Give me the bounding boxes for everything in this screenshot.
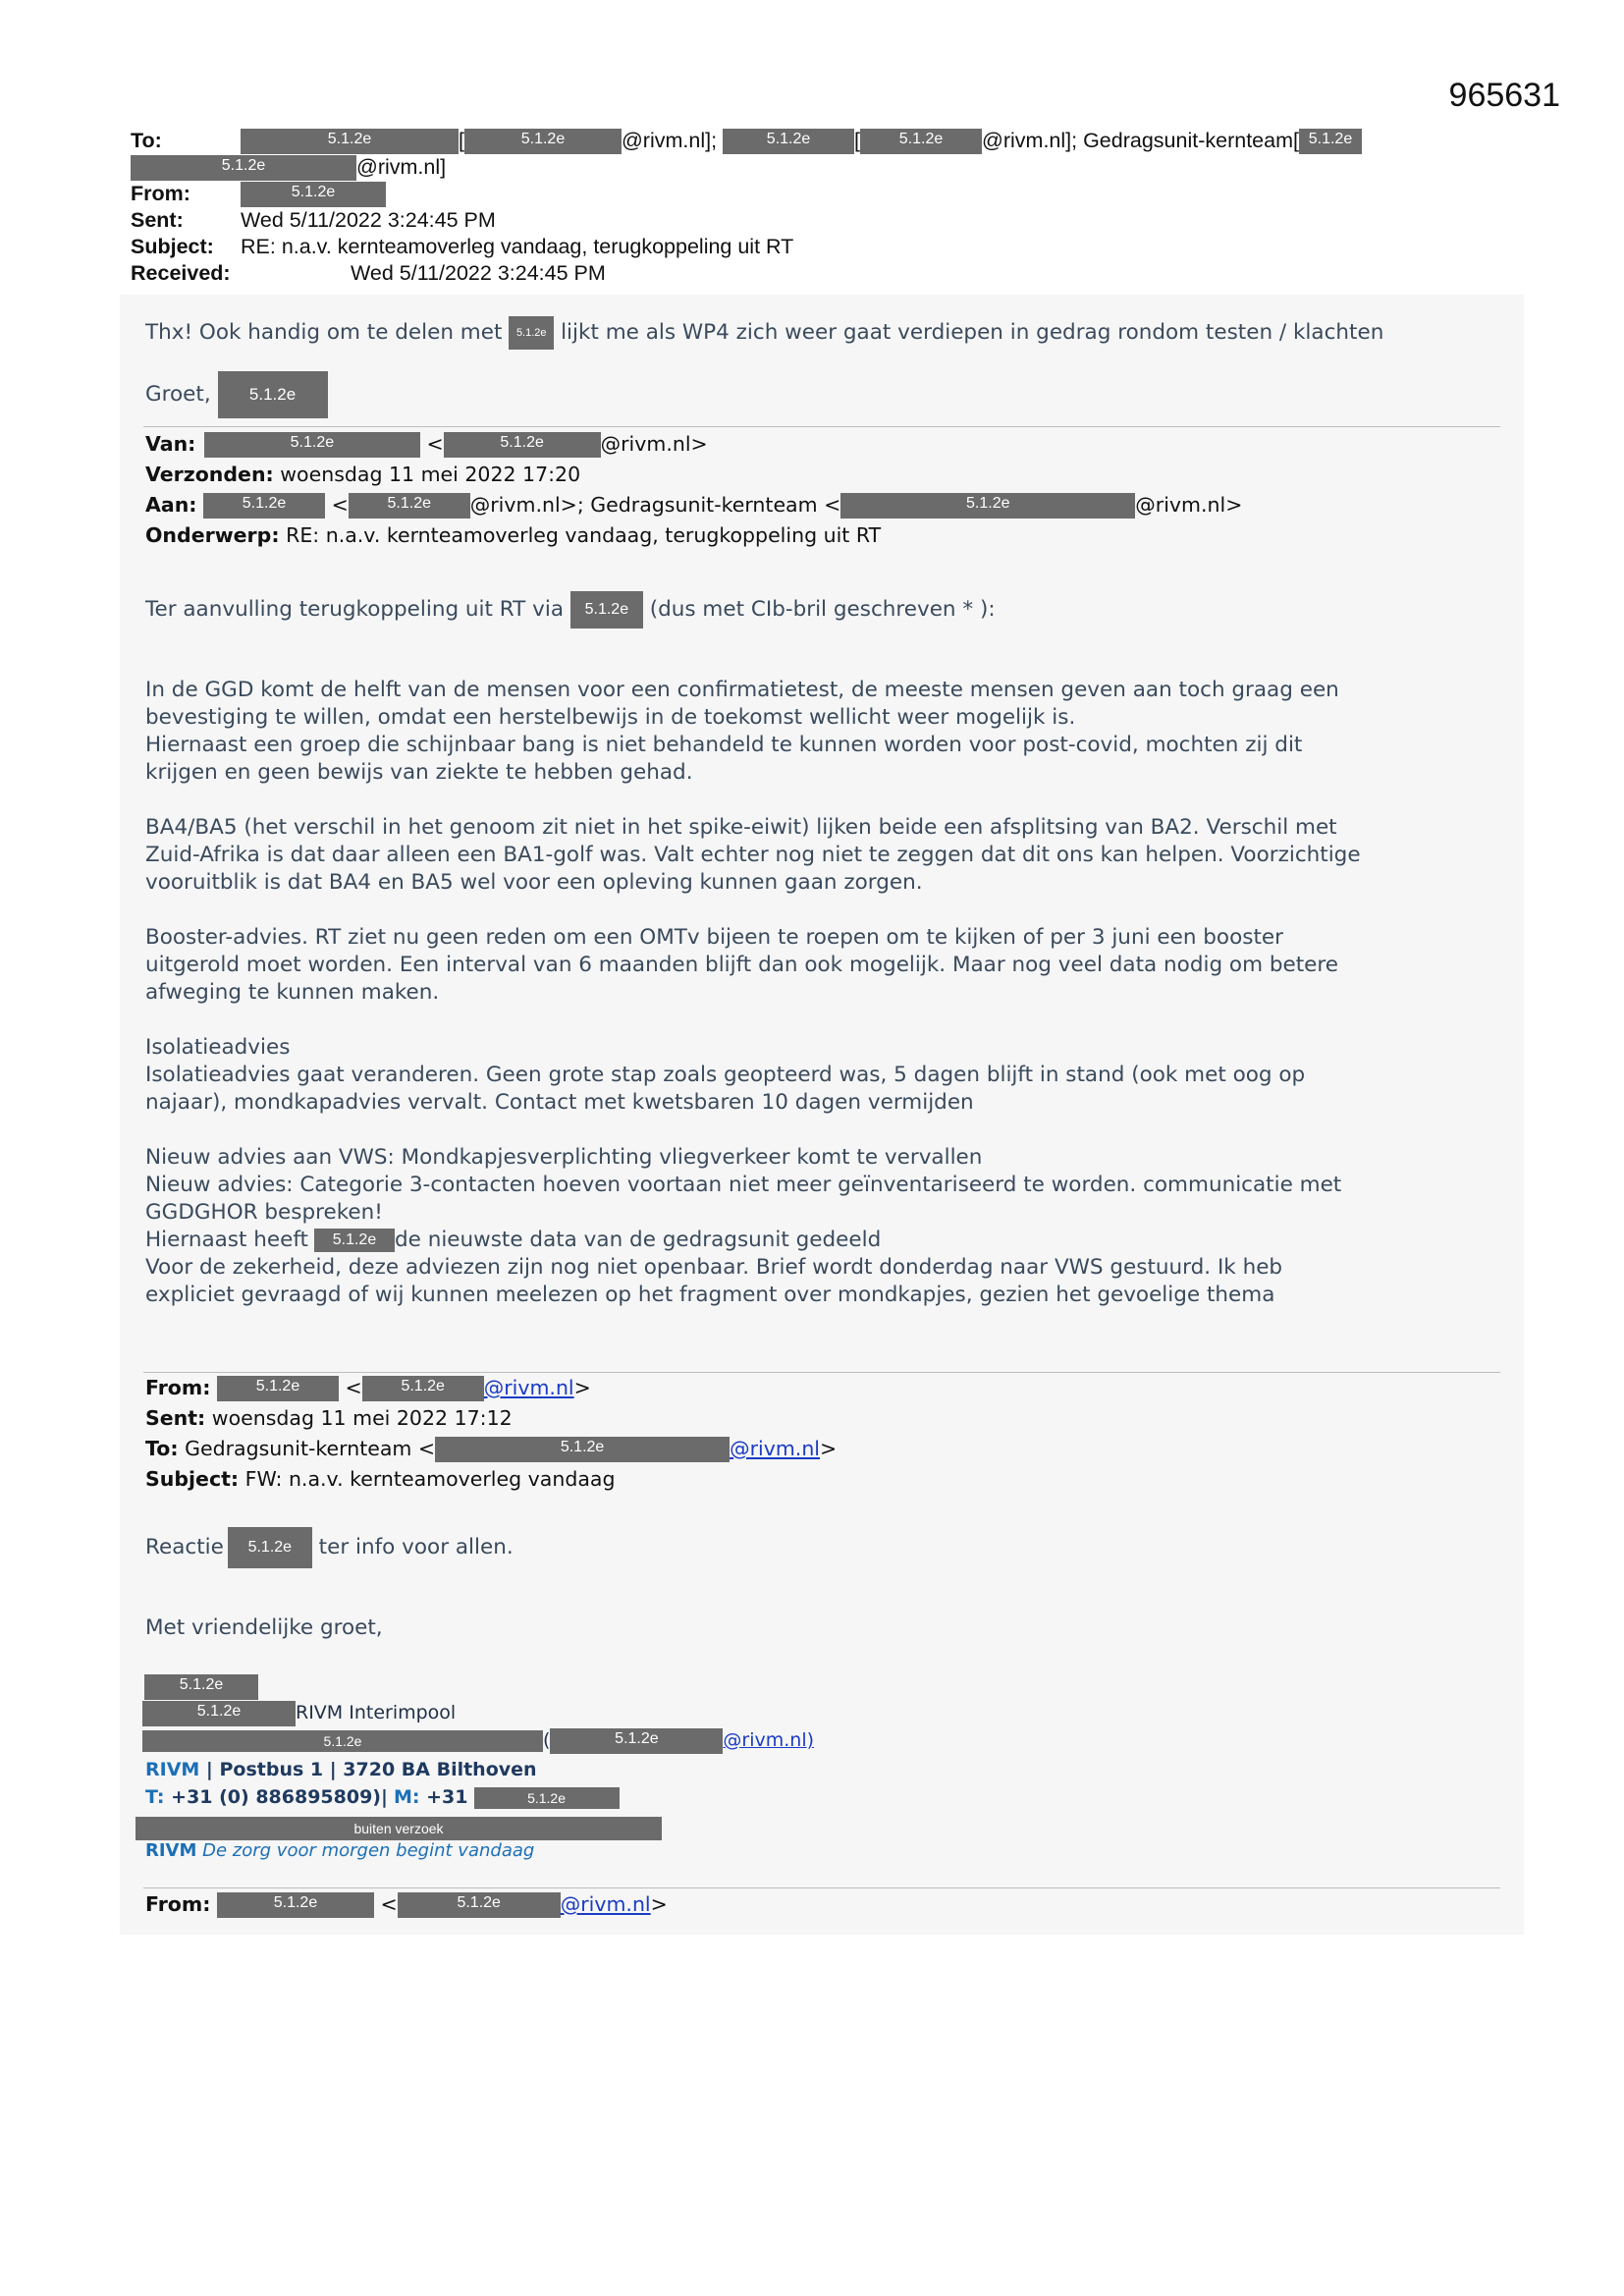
redaction-box: 5.1.2e (204, 432, 420, 458)
redaction-box: 5.1.2e (217, 1376, 339, 1401)
redaction-box: 5.1.2e (144, 1674, 258, 1700)
email1-onderwerp-row (145, 520, 881, 550)
subject-label: Subject: (131, 235, 214, 258)
email2-from-row (145, 1373, 591, 1402)
verzonden-value: woensdag 11 mei 2022 17:20 (280, 463, 581, 486)
redaction-box: 5.1.2e (217, 1892, 374, 1918)
sent-label: Sent: (145, 1406, 206, 1430)
sent-value: woensdag 11 mei 2022 17:12 (211, 1406, 513, 1430)
onderwerp-label: Onderwerp: (145, 523, 280, 547)
signature-phone (145, 1784, 620, 1810)
from-label: From: (145, 1892, 211, 1916)
paragraph-line: Zuid-Afrika is dat daar alleen een BA1-golf was. Valt echter nog niet te zeggen dat dit ons kan helpen. Voorzichtige (145, 843, 1361, 867)
paragraph-line: In de GGD komt de helft van de mensen voor een confirmatietest, de meeste mensen geven aan toch graag een (145, 678, 1339, 702)
sent-value: Wed 5/11/2022 3:24:45 PM (241, 208, 496, 232)
to-row (131, 128, 1505, 154)
signature-tagline (145, 1838, 534, 1864)
paragraph-line: uitgerold moet worden. Een interval van 6 maanden blijft dan ook mogelijk. Maar nog veel data nodig om betere (145, 953, 1338, 977)
redaction-box: 5.1.2e (723, 129, 854, 154)
redaction-box: 5.1.2e (142, 1701, 296, 1726)
to-row-cont (131, 154, 1505, 181)
greeting-text: Groet, (145, 382, 211, 407)
email2-sent-row (145, 1403, 513, 1433)
angle-bracket: > (820, 1437, 838, 1460)
paren: ( (543, 1729, 551, 1751)
to-label: To: (145, 1437, 179, 1460)
redaction-box: 5.1.2e (435, 1437, 730, 1462)
email-link[interactable]: @rivm.nl (730, 1437, 821, 1460)
subject-value: RE: n.a.v. kernteamoverleg vandaag, terugkoppeling uit RT (241, 235, 794, 258)
to-domain: @rivm.nl] (356, 155, 447, 179)
reply-text: lijkt me als WP4 zich weer gaat verdiepen in gedrag rondom testen / klachten (561, 320, 1384, 345)
paragraph-line: bevestiging te willen, omdat een herstelbewijs in de toekomst wellicht weer mogelijk is. (145, 705, 1076, 730)
outer-email-header (131, 128, 1505, 287)
separator (143, 426, 1500, 427)
redaction-box: 5.1.2e (142, 1730, 543, 1752)
email1-intro (145, 591, 996, 629)
subject-value: FW: n.a.v. kernteamoverleg vandaag (244, 1467, 616, 1491)
paragraph-line: Nieuw advies aan VWS: Mondkapjesverplichting vliegverkeer komt te vervallen (145, 1145, 983, 1170)
reactie-text: ter info voor allen. (318, 1535, 514, 1559)
paragraph-line: GGDGHOR bespreken! (145, 1200, 383, 1225)
to-value: Gedragsunit-kernteam < (185, 1437, 436, 1460)
email1-aan-row (145, 490, 1242, 519)
separator (143, 1887, 1500, 1888)
redaction-box: 5.1.2e (444, 432, 601, 458)
paragraph-line: Voor de zekerheid, deze adviezen zijn nog niet openbaar. Brief wordt donderdag naar VWS gestuurd. Ik heb (145, 1255, 1283, 1280)
intro-text: Ter aanvulling terugkoppeling uit RT via (145, 597, 565, 622)
email1-paragraph-4 (145, 1034, 1305, 1117)
paragraph-line: Booster-advies. RT ziet nu geen reden om een OMTv bijeen te roepen om te kijken of per 3 juni een booster (145, 925, 1283, 950)
paragraph-line: BA4/BA5 (het verschil in het genoom zit niet in het spike-eiwit) lijken beide een afsplitsing van BA2. Verschil met (145, 815, 1337, 840)
signature-email (142, 1727, 814, 1754)
reply-text: Thx! Ook handig om te delen met (145, 320, 503, 345)
address: | Postbus 1 | 3720 BA Bilthoven (199, 1759, 537, 1780)
redaction-box: 5.1.2e (398, 1892, 561, 1918)
signature-address (145, 1757, 537, 1782)
redaction-box: 5.1.2e (464, 129, 622, 154)
email1-paragraph-5 (145, 1144, 1341, 1309)
email-link[interactable]: @rivm.nl (560, 1892, 651, 1916)
email-link[interactable]: @rivm.nl) (723, 1729, 815, 1751)
intro-text: (dus met CIb-bril geschreven * ): (649, 597, 996, 622)
paragraph-line: krijgen en geen bewijs van ziekte te hebben gehad. (145, 760, 693, 785)
paragraph-line: Isolatieadvies gaat veranderen. Geen grote stap zoals geopteerd was, 5 dagen blijft in stand (ook met oog op (145, 1063, 1306, 1087)
redaction-box: 5.1.2e (241, 129, 459, 154)
bracket: [ (459, 129, 464, 152)
angle-bracket: > (650, 1892, 668, 1916)
redaction-box: 5.1.2e (349, 493, 470, 519)
paragraph-line: Isolatieadvies (145, 1035, 291, 1060)
signature-unit (142, 1700, 456, 1726)
paragraph-line: vooruitblik is dat BA4 en BA5 wel voor een opleving kunnen gaan zorgen. (145, 870, 923, 895)
email1-verzonden-row (145, 460, 580, 489)
received-label: Received: (131, 261, 231, 285)
from-label: From: (131, 182, 190, 205)
subject-row (131, 234, 1505, 260)
sent-label: Sent: (131, 208, 184, 232)
angle-bracket: < (426, 432, 444, 456)
tagline-text: De zorg voor morgen begint vandaag (202, 1840, 535, 1861)
paragraph-line: Nieuw advies: Categorie 3-contacten hoeven voortaan niet meer geïnventariseerd te worden. communicatie met (145, 1173, 1342, 1197)
redaction-box: 5.1.2e (550, 1728, 723, 1754)
redaction-box-buiten-verzoek: buiten verzoek (135, 1817, 662, 1840)
redaction-box: 5.1.2e (860, 129, 982, 154)
redaction-box: 5.1.2e (314, 1229, 395, 1252)
angle-bracket: < (331, 493, 349, 517)
phone-label: T: (145, 1786, 165, 1808)
paragraph-line (145, 1227, 1341, 1254)
email3-from-row (145, 1889, 668, 1919)
onderwerp-value: RE: n.a.v. kernteamoverleg vandaag, terugkoppeling uit RT (286, 523, 882, 547)
redaction-box: 5.1.2e (241, 182, 386, 207)
from-row (131, 181, 1505, 207)
reply-line (145, 316, 1383, 350)
rivm-label: RIVM (145, 1759, 200, 1780)
email1-van-row (145, 429, 708, 459)
from-label: From: (145, 1376, 211, 1399)
redaction-box: 5.1.2e (131, 155, 356, 181)
paragraph-line: Hiernaast een groep die schijnbaar bang is niet behandeld te kunnen worden voor post-covid, mochten zij dit (145, 733, 1303, 757)
redaction-box: 5.1.2e (218, 371, 328, 418)
redaction-box: 5.1.2e (1299, 129, 1362, 154)
to-label: To: (131, 129, 162, 152)
signature-name (144, 1673, 258, 1700)
paragraph-line: afweging te kunnen maken. (145, 980, 440, 1005)
paragraph-line: najaar), mondkapadvies vervalt. Contact met kwetsbaren 10 dagen vermijden (145, 1090, 974, 1115)
redaction-box: 5.1.2e (474, 1787, 620, 1809)
angle-bracket: < (345, 1376, 362, 1399)
email2-closing: Met vriendelijke groet, (145, 1615, 383, 1640)
bracket: [ (1293, 129, 1299, 152)
email2-subject-row (145, 1464, 615, 1494)
angle-bracket: < (380, 1892, 398, 1916)
email-link[interactable]: @rivm.nl (483, 1376, 574, 1399)
email2-reactie (145, 1527, 514, 1568)
redaction-box: 5.1.2e (203, 493, 325, 519)
redaction-box: 5.1.2e (840, 493, 1135, 519)
paragraph-text: de nieuwste data van de gedragsunit gedeeld (394, 1228, 882, 1252)
email1-paragraph-1 (145, 677, 1339, 787)
redaction-box: 5.1.2e (570, 591, 643, 629)
email1-paragraph-2 (145, 814, 1361, 897)
bracket: [ (854, 129, 861, 152)
to-domain: @rivm.nl]; Gedragsunit-kernteam (982, 129, 1293, 152)
verzonden-label: Verzonden: (145, 463, 274, 486)
redaction-box: 5.1.2e (228, 1527, 312, 1568)
mobile-label: M: (393, 1786, 420, 1808)
van-domain: @rivm.nl> (600, 432, 708, 456)
subject-label: Subject: (145, 1467, 240, 1491)
mobile-value: +31 (419, 1786, 468, 1808)
signature-out-of-scope (135, 1815, 662, 1840)
redaction-box: 5.1.2e (362, 1376, 484, 1401)
van-label: Van: (145, 432, 196, 456)
org-unit: RIVM Interimpool (296, 1702, 457, 1723)
paragraph-line: expliciet gevraagd of wij kunnen meelezen op het fragment over mondkapjes, gezien het gevoelige thema (145, 1283, 1275, 1307)
received-row (131, 260, 1505, 287)
email1-paragraph-3 (145, 924, 1338, 1007)
paragraph-text: Hiernaast heeft (145, 1228, 308, 1252)
document-number: 965631 (1448, 77, 1560, 114)
sent-row (131, 207, 1505, 234)
tagline-brand: RIVM (145, 1840, 197, 1861)
email2-to-row (145, 1434, 837, 1463)
to-domain: @rivm.nl]; (621, 129, 718, 152)
received-value: Wed 5/11/2022 3:24:45 PM (351, 261, 606, 285)
redaction-box: 5.1.2e (509, 316, 554, 350)
aan-label: Aan: (145, 493, 197, 517)
reactie-text: Reactie (145, 1535, 224, 1559)
angle-bracket: > (573, 1376, 591, 1399)
reply-greeting (145, 371, 328, 418)
phone-value: +31 (0) 886895809)| (164, 1786, 388, 1808)
aan-domain: @rivm.nl> (1135, 493, 1243, 517)
aan-text: @rivm.nl>; Gedragsunit-kernteam < (469, 493, 841, 517)
